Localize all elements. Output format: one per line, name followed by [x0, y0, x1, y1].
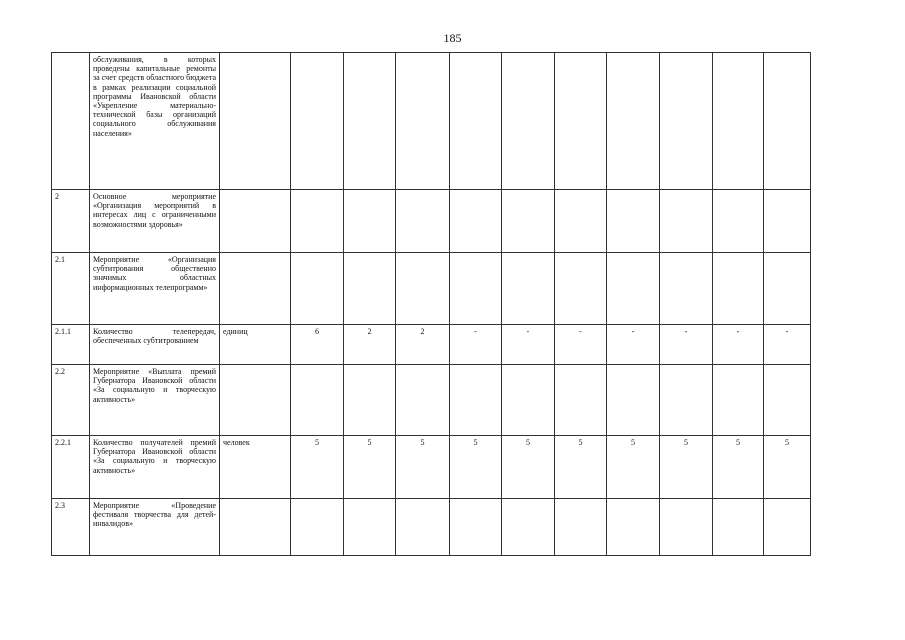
unit-cell — [220, 499, 291, 556]
value-cell — [713, 253, 764, 325]
value-cell — [396, 190, 450, 253]
value-cell: - — [555, 325, 607, 365]
value-cell — [291, 190, 344, 253]
value-cell — [660, 253, 713, 325]
indicator-name-cell: Количество телепередач, обеспеченных субтитрованием — [90, 325, 220, 365]
value-cell: 5 — [764, 436, 811, 499]
row-number-cell: 2.1.1 — [52, 325, 90, 365]
value-cell — [450, 190, 502, 253]
row-number-cell — [52, 53, 90, 190]
value-cell — [660, 365, 713, 436]
value-cell — [450, 499, 502, 556]
value-cell — [607, 499, 660, 556]
value-cell: 5 — [344, 436, 396, 499]
value-cell: 2 — [344, 325, 396, 365]
row-number-cell: 2.2 — [52, 365, 90, 436]
value-cell — [291, 53, 344, 190]
value-cell — [764, 190, 811, 253]
indicator-name-cell: Мероприятие «Выплата премий Губернатора Ивановской области «За социальную и творческую активность» — [90, 365, 220, 436]
indicator-name-cell: Мероприятие «Проведение фестиваля творчества для детей-инвалидов» — [90, 499, 220, 556]
value-cell — [555, 365, 607, 436]
value-cell — [344, 365, 396, 436]
value-cell — [555, 253, 607, 325]
indicators-table — [51, 52, 811, 556]
indicator-name-cell: Количество получателей премий Губернатора Ивановской области «За социальную и творческую активность» — [90, 436, 220, 499]
value-cell — [502, 499, 555, 556]
value-cell — [764, 365, 811, 436]
value-cell — [291, 253, 344, 325]
value-cell — [450, 253, 502, 325]
value-cell — [502, 53, 555, 190]
row-number-cell: 2 — [52, 190, 90, 253]
value-cell — [764, 499, 811, 556]
table-row — [52, 436, 811, 499]
row-number-cell: 2.2.1 — [52, 436, 90, 499]
table-row — [52, 253, 811, 325]
value-cell — [344, 253, 396, 325]
value-cell — [555, 499, 607, 556]
unit-cell — [220, 53, 291, 190]
table-row — [52, 190, 811, 253]
value-cell — [555, 53, 607, 190]
value-cell — [607, 253, 660, 325]
value-cell: 5 — [450, 436, 502, 499]
page-number: 185 — [443, 31, 462, 45]
value-cell — [450, 53, 502, 190]
value-cell — [713, 53, 764, 190]
value-cell: - — [660, 325, 713, 365]
table-row — [52, 499, 811, 556]
value-cell: - — [502, 325, 555, 365]
indicator-name-cell: Основное мероприятие «Организация мероприятий в интересах лиц с ограниченными возможностями здоровья» — [90, 190, 220, 253]
value-cell — [502, 190, 555, 253]
value-cell — [502, 365, 555, 436]
value-cell: - — [764, 325, 811, 365]
indicator-name-cell: обслуживания, в которых проведены капитальные ремонты за счет средств областного бюджета в рамках реализации социальной программы Ивановской области «Укрепление материально-технической базы организаций социального обслуживания населения» — [90, 53, 220, 190]
row-number-cell: 2.1 — [52, 253, 90, 325]
value-cell — [344, 499, 396, 556]
value-cell: 5 — [555, 436, 607, 499]
value-cell — [607, 190, 660, 253]
unit-cell — [220, 190, 291, 253]
value-cell — [764, 253, 811, 325]
value-cell: - — [607, 325, 660, 365]
value-cell — [396, 253, 450, 325]
value-cell — [607, 365, 660, 436]
value-cell: - — [450, 325, 502, 365]
unit-cell — [220, 365, 291, 436]
value-cell — [660, 53, 713, 190]
value-cell — [713, 365, 764, 436]
value-cell — [555, 190, 607, 253]
value-cell — [660, 499, 713, 556]
table-row — [52, 53, 811, 190]
table-row — [52, 325, 811, 365]
unit-cell — [220, 253, 291, 325]
value-cell — [344, 53, 396, 190]
value-cell: 2 — [396, 325, 450, 365]
value-cell — [291, 499, 344, 556]
value-cell — [396, 365, 450, 436]
table-row — [52, 365, 811, 436]
value-cell — [344, 190, 396, 253]
value-cell: 5 — [713, 436, 764, 499]
indicator-name-cell: Мероприятие «Организация субтитрования общественно значимых областных информационных телепрограмм» — [90, 253, 220, 325]
value-cell: 5 — [396, 436, 450, 499]
value-cell: - — [713, 325, 764, 365]
value-cell — [713, 190, 764, 253]
value-cell — [660, 190, 713, 253]
value-cell — [764, 53, 811, 190]
value-cell — [502, 253, 555, 325]
value-cell — [396, 499, 450, 556]
row-number-cell: 2.3 — [52, 499, 90, 556]
value-cell — [607, 53, 660, 190]
value-cell: 5 — [291, 436, 344, 499]
value-cell: 5 — [502, 436, 555, 499]
unit-cell: единиц — [220, 325, 291, 365]
value-cell — [713, 499, 764, 556]
value-cell: 5 — [660, 436, 713, 499]
value-cell: 5 — [607, 436, 660, 499]
unit-cell: человек — [220, 436, 291, 499]
value-cell — [396, 53, 450, 190]
value-cell: 6 — [291, 325, 344, 365]
value-cell — [291, 365, 344, 436]
value-cell — [450, 365, 502, 436]
